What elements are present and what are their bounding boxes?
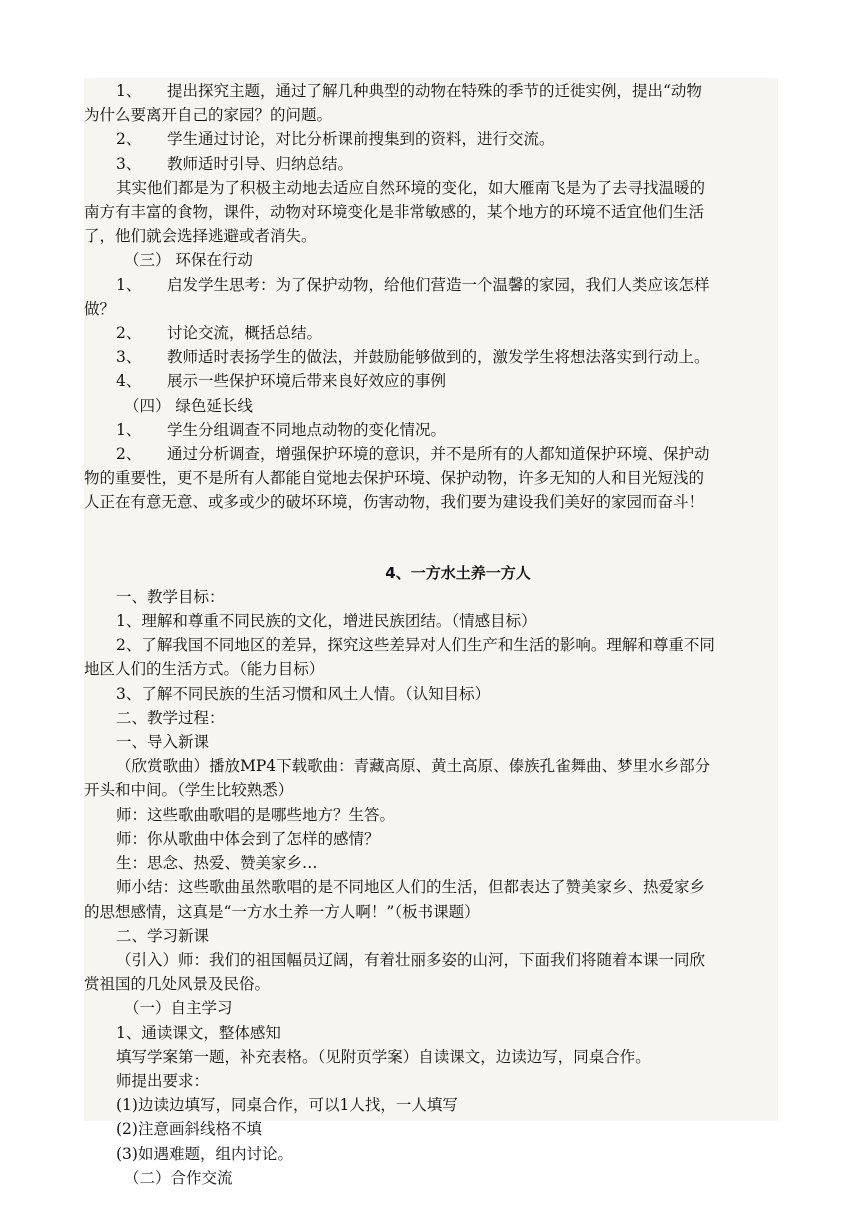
paragraph-line: 开头和中间。（学生比较熟悉） bbox=[84, 781, 294, 800]
list-item: 3、 教师适时引导、归纳总结。 bbox=[116, 154, 354, 173]
section-heading: 二、教学过程： bbox=[116, 708, 225, 727]
paragraph-line: 填写学案第一题，补充表格。（见附页学案）自读课文，边读边写，同桌合作。 bbox=[116, 1047, 651, 1066]
paragraph-line: （引入）师：我们的祖国幅员辽阔，有着壮丽多姿的山河，下面我们将随着本课一同欣 bbox=[116, 950, 706, 969]
paragraph-line: （欣赏歌曲）播放MP4下载歌曲：青藏高原、黄土高原、傣族孔雀舞曲、梦里水乡部分 bbox=[116, 757, 711, 776]
paragraph-line: 师提出要求： bbox=[116, 1071, 210, 1090]
goal-line: 3、了解不同民族的生活习惯和风土人情。（认知目标） bbox=[116, 684, 491, 703]
list-item: 2、 通过分析调查，增强保护环境的意识，并不是所有的人都知道保护环境、保护动 bbox=[116, 445, 710, 464]
section-heading: 一、教学目标： bbox=[116, 587, 225, 606]
list-item: 1、 启发学生思考：为了保护动物，给他们营造一个温馨的家园，我们人类应该怎样 bbox=[116, 275, 710, 294]
list-item: 4、 展示一些保护环境后带来良好效应的事例 bbox=[116, 372, 447, 391]
dialogue-line: 师：这些歌曲歌唱的是哪些地方？生答。 bbox=[116, 805, 396, 824]
list-item: 1、 学生分组调查不同地点动物的变化情况。 bbox=[116, 420, 447, 439]
section-heading: （四） 绿色延长线 bbox=[124, 396, 253, 415]
section-heading: （二）合作交流 bbox=[124, 1168, 233, 1187]
paragraph-line: 物的重要性，更不是所有人都能自觉地去保护环境、保护动物，许多无知的人和目光短浅的 bbox=[84, 469, 705, 488]
paragraph-line: 人正在有意无意、或多或少的破坏环境，伤害动物，我们要为建设我们美好的家园而奋斗！ bbox=[84, 493, 705, 512]
list-item: 1、 提出探究主题，通过了解几种典型的动物在特殊的季节的迁徙实例，提出“动物 bbox=[116, 82, 702, 100]
list-item: 2、 讨论交流，概括总结。 bbox=[116, 324, 323, 343]
text-line: 为什么要离开自己的家园？的问题。 bbox=[84, 106, 333, 125]
paragraph-line: 南方有丰富的食物，课件，动物对环境变化是非常敏感的，某个地方的环境不适宜他们生活 bbox=[84, 203, 705, 222]
goal-line: 1、理解和尊重不同民族的文化，增进民族团结。（情感目标） bbox=[116, 612, 537, 631]
paragraph-line: 了，他们就会选择逃避或者消失。 bbox=[84, 227, 317, 246]
section-heading: 一、导入新课 bbox=[116, 733, 210, 752]
dialogue-line: 生：思念、热爱、赞美家乡… bbox=[116, 854, 318, 873]
requirement-item: (2)注意画斜线格不填 bbox=[116, 1120, 262, 1139]
section-heading: 1、通读课文，整体感知 bbox=[116, 1023, 281, 1042]
paragraph-line: 的思想感情，这真是“一方水土养一方人啊！”（板书课题） bbox=[84, 902, 480, 921]
text-line: 做？ bbox=[84, 299, 116, 318]
section-heading: （三） 环保在行动 bbox=[124, 251, 253, 270]
goal-line: 2、了解我国不同地区的差异，探究这些差异对人们生产和生活的影响。理解和尊重不同 bbox=[116, 636, 715, 655]
paragraph-line: 其实他们都是为了积极主动地去适应自然环境的变化，如大雁南飞是为了去寻找温暖的 bbox=[116, 178, 706, 197]
section-heading: 二、学习新课 bbox=[116, 926, 210, 945]
paragraph-line: 师小结：这些歌曲虽然歌唱的是不同地区人们的生活，但都表达了赞美家乡、热爱家乡 bbox=[116, 878, 706, 897]
paragraph-line: 赏祖国的几处风景及民俗。 bbox=[84, 975, 271, 994]
goal-line: 地区人们的生活方式。（能力目标） bbox=[84, 660, 325, 679]
requirement-item: (1)边读边填写，同桌合作，可以1人找，一人填写 bbox=[116, 1096, 458, 1115]
section-heading: （一）自主学习 bbox=[124, 999, 233, 1018]
requirement-item: (3)如遇难题，组内讨论。 bbox=[116, 1144, 293, 1163]
lesson-title: 4、一方水土养一方人 bbox=[385, 563, 531, 582]
list-item: 2、 学生通过讨论，对比分析课前搜集到的资料，进行交流。 bbox=[116, 130, 555, 149]
dialogue-line: 师：你从歌曲中体会到了怎样的感情？ bbox=[116, 829, 380, 848]
list-item: 3、 教师适时表扬学生的做法，并鼓励能够做到的，激发学生将想法落实到行动上。 bbox=[116, 348, 710, 367]
document-body bbox=[84, 79, 778, 1190]
